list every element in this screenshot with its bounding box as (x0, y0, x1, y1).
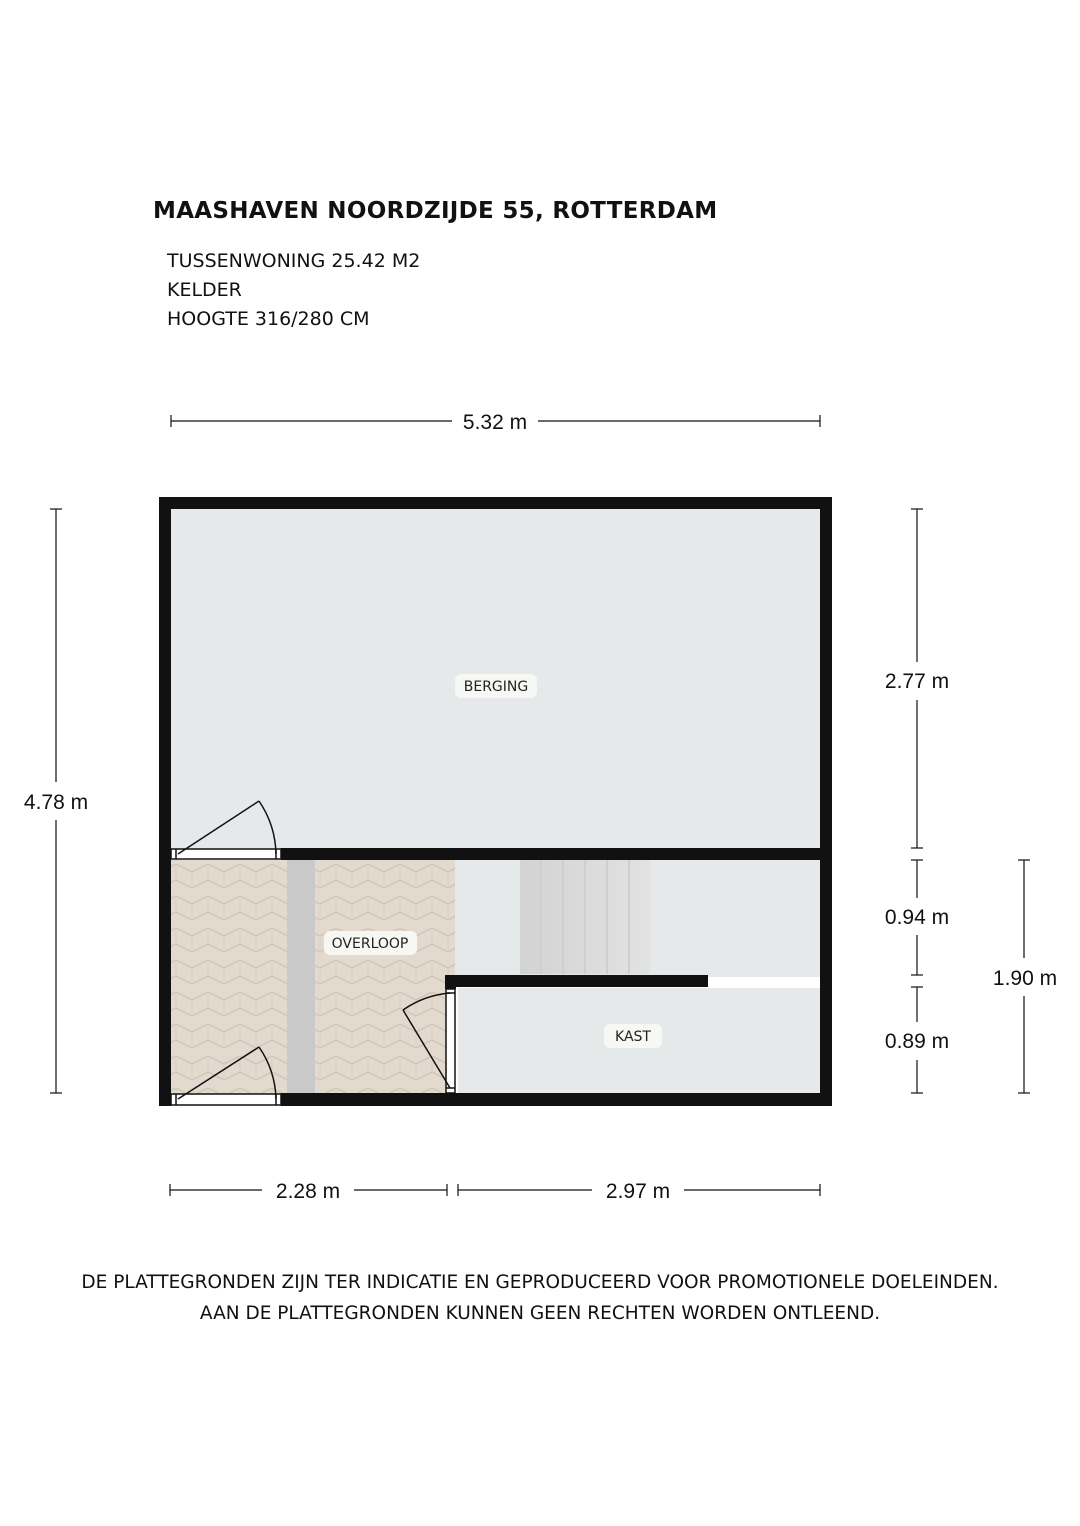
dim-total-height: 4.78 m (23, 791, 89, 814)
disclaimer-line-2: AAN DE PLATTEGRONDEN KUNNEN GEEN RECHTEN WORDEN ONTLEEND. (199, 1303, 881, 1324)
property-type: TUSSENWONING 25.42 M2 (167, 250, 421, 272)
dim-bottom-left: 2.28 m (275, 1180, 341, 1203)
label-berging-text: BERGING (463, 679, 529, 695)
corridor-strip (287, 860, 315, 1098)
disclaimer-line-1: DE PLATTEGRONDEN ZIJN TER INDICATIE EN GEPRODUCEERD VOOR PROMOTIONELE DOELEINDEN. (81, 1272, 999, 1293)
dim-berging-height: 2.77 m (884, 670, 950, 693)
dim-kast-height: 0.89 m (884, 1030, 950, 1053)
floor-name: KELDER (167, 279, 242, 301)
dim-lower-height: 1.90 m (992, 967, 1058, 990)
dim-bottom-right: 2.97 m (605, 1180, 671, 1203)
ceiling-height: HOOGTE 316/280 CM (167, 308, 370, 330)
label-overloop-text: OVERLOOP (331, 936, 409, 952)
stairs (520, 860, 650, 974)
dim-overloop-height: 0.94 m (884, 906, 950, 929)
label-kast (604, 1024, 662, 1048)
label-berging (455, 674, 537, 698)
dim-total-width: 5.32 m (462, 411, 528, 434)
plan-title: MAASHAVEN NOORDZIJDE 55, ROTTERDAM (153, 198, 718, 224)
label-kast-text: KAST (615, 1029, 651, 1045)
label-overloop (324, 931, 417, 955)
